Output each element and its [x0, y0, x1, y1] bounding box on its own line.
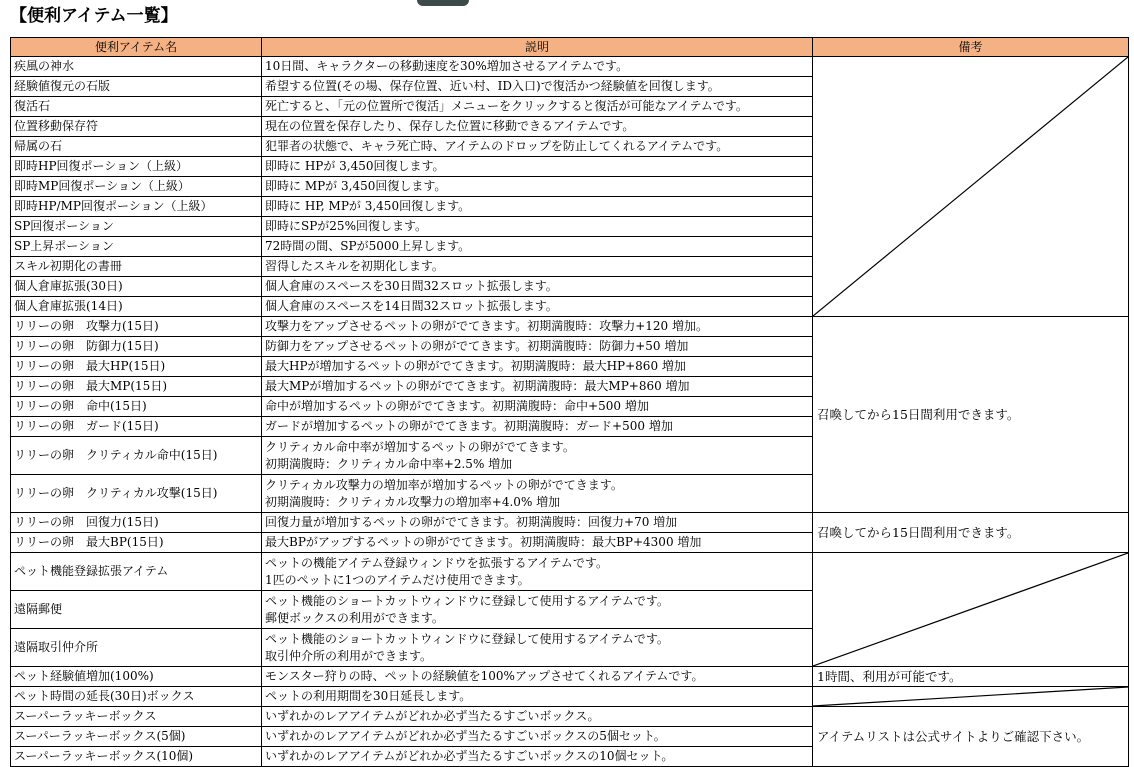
item-name: リリーの卵 最大HP(15日)	[11, 357, 262, 377]
item-name: スーパーラッキーボックス(5個)	[11, 727, 262, 747]
item-description: 72時間の間、SPが5000上昇します。	[262, 237, 813, 257]
item-description: 死亡すると、「元の位置所で復活」メニューをクリックすると復活が可能なアイテムです。	[262, 97, 813, 117]
item-description-line: 取引仲介所の利用ができます。	[265, 648, 433, 663]
item-description-line: 1匹のペットに1つのアイテムだけ使用できます。	[265, 572, 530, 587]
table-row	[11, 687, 1129, 707]
item-description: 個人倉庫のスペースを14日間32スロット拡張します。	[262, 297, 813, 317]
item-description-line: 郵便ボックスの利用ができます。	[265, 610, 444, 625]
table-row	[11, 513, 1129, 533]
note-pet-eggs-2: 召喚してから15日間利用できます。	[813, 513, 1129, 553]
item-description	[262, 629, 813, 667]
item-name: 個人倉庫拡張(30日)	[11, 277, 262, 297]
item-description: 即時に HP, MPが 3,450回復します。	[262, 197, 813, 217]
item-name: リリーの卵 クリティカル攻撃(15日)	[11, 475, 262, 513]
item-name: リリーの卵 最大BP(15日)	[11, 533, 262, 553]
table-row	[11, 57, 1129, 77]
item-description: 即時に HPが 3,450回復します。	[262, 157, 813, 177]
item-description: 攻撃力をアップさせるペットの卵がでてきます。初期満腹時：攻撃力+120 増加。	[262, 317, 813, 337]
item-description	[262, 475, 813, 513]
item-name: リリーの卵 回復力(15日)	[11, 513, 262, 533]
note-pet-exp: 1時間、利用が可能です。	[813, 667, 1129, 687]
item-name: 経験値復元の石版	[11, 77, 262, 97]
item-description	[262, 553, 813, 591]
header-item-name: 便利アイテム名	[11, 38, 262, 57]
table-row	[11, 553, 1129, 591]
item-name: 疾風の神水	[11, 57, 262, 77]
item-description	[262, 591, 813, 629]
item-name: スーパーラッキーボックス	[11, 707, 262, 727]
item-description: 回復力量が増加するペットの卵がでてきます。初期満腹時：回復力+70 増加	[262, 513, 813, 533]
note-lucky-box: アイテムリストは公式サイトよりご確認下さい。	[813, 707, 1129, 767]
item-table	[10, 37, 1129, 767]
item-description: 犯罪者の状態で、キャラ死亡時、アイテムのドロップを防止してくれるアイテムです。	[262, 137, 813, 157]
item-description: 即時に MPが 3,450回復します。	[262, 177, 813, 197]
item-name: リリーの卵 ガード(15日)	[11, 417, 262, 437]
table-row	[11, 317, 1129, 337]
item-description: いずれかのレアアイテムがどれか必ず当たるすごいボックス。	[262, 707, 813, 727]
item-description	[262, 437, 813, 475]
item-name: ペット機能登録拡張アイテム	[11, 553, 262, 591]
item-name: 遠隔取引仲介所	[11, 629, 262, 667]
item-name: 復活石	[11, 97, 262, 117]
item-description-line: ペット機能のショートカットウィンドウに登録して使用するアイテムです。	[265, 593, 669, 608]
item-description: 防御力をアップさせるペットの卵がでてきます。初期満腹時：防御力+50 増加	[262, 337, 813, 357]
item-description: ペットの利用期間を30日延長します。	[262, 687, 813, 707]
item-name: 即時HP/MP回復ポーション（上級）	[11, 197, 262, 217]
item-description-line: クリティカル攻撃力の増加率が増加するペットの卵がでてきます。	[265, 477, 623, 492]
notes-empty-diagonal	[813, 57, 1129, 317]
item-name: スキル初期化の書冊	[11, 257, 262, 277]
notes-empty-diagonal	[813, 687, 1129, 707]
item-name: ペット時間の延長(30日)ボックス	[11, 687, 262, 707]
item-name: スーパーラッキーボックス(10個)	[11, 747, 262, 767]
item-description-line: ペットの機能アイテム登録ウィンドウを拡張するアイテムです。	[265, 555, 608, 570]
item-description: 希望する位置(その場、保存位置、近い村、ID入口)で復活かつ経験値を回復します。	[262, 77, 813, 97]
item-name: 即時MP回復ポーション（上級）	[11, 177, 262, 197]
item-name: 帰属の石	[11, 137, 262, 157]
item-description: いずれかのレアアイテムがどれか必ず当たるすごいボックスの10個セット。	[262, 747, 813, 767]
item-description: 最大BPがアップするペットの卵がでてきます。初期満腹時：最大BP+4300 増加	[262, 533, 813, 553]
item-description: 習得したスキルを初期化します。	[262, 257, 813, 277]
item-description: ガードが増加するペットの卵がでてきます。初期満腹時：ガード+500 増加	[262, 417, 813, 437]
table-row	[11, 667, 1129, 687]
item-description-line: 初期満腹時：クリティカル攻撃力の増加率+4.0% 増加	[265, 494, 561, 509]
header-notes: 備考	[813, 38, 1129, 57]
item-name: リリーの卵 命中(15日)	[11, 397, 262, 417]
item-name: リリーの卵 クリティカル命中(15日)	[11, 437, 262, 475]
item-name: SP回復ポーション	[11, 217, 262, 237]
table-row	[11, 707, 1129, 727]
note-pet-eggs: 召喚してから15日間利用できます。	[813, 317, 1129, 513]
item-description: 10日間、キャラクターの移動速度を30%増加させるアイテムです。	[262, 57, 813, 77]
notes-empty-diagonal	[813, 553, 1129, 667]
item-description: いずれかのレアアイテムがどれか必ず当たるすごいボックスの5個セット。	[262, 727, 813, 747]
item-name: 即時HP回復ポーション（上級）	[11, 157, 262, 177]
item-description: 最大MPが増加するペットの卵がでてきます。初期満腹時：最大MP+860 増加	[262, 377, 813, 397]
item-description: 現在の位置を保存したり、保存した位置に移動できるアイテムです。	[262, 117, 813, 137]
page-title: 【便利アイテム一覧】	[10, 6, 178, 26]
item-name: リリーの卵 攻撃力(15日)	[11, 317, 262, 337]
item-name: SP上昇ポーション	[11, 237, 262, 257]
item-name: 位置移動保存符	[11, 117, 262, 137]
item-description-line: ペット機能のショートカットウィンドウに登録して使用するアイテムです。	[265, 631, 669, 646]
item-description-line: クリティカル命中率が増加するペットの卵がでてきます。	[265, 439, 575, 454]
item-description: 個人倉庫のスペースを30日間32スロット拡張します。	[262, 277, 813, 297]
item-name: 遠隔郵便	[11, 591, 262, 629]
item-name: リリーの卵 防御力(15日)	[11, 337, 262, 357]
item-name: リリーの卵 最大MP(15日)	[11, 377, 262, 397]
item-description: 命中が増加するペットの卵がでてきます。初期満腹時：命中+500 増加	[262, 397, 813, 417]
item-description: 最大HPが増加するペットの卵がでてきます。初期満腹時：最大HP+860 増加	[262, 357, 813, 377]
table-header-row	[11, 38, 1129, 57]
header-description: 説明	[262, 38, 813, 57]
top-decoration	[417, 0, 469, 6]
item-description-line: 初期満腹時：クリティカル命中率+2.5% 増加	[265, 456, 513, 471]
item-name: ペット経験値増加(100%)	[11, 667, 262, 687]
item-description: 即時にSPが25%回復します。	[262, 217, 813, 237]
item-name: 個人倉庫拡張(14日)	[11, 297, 262, 317]
item-description: モンスター狩りの時、ペットの経験値を100%アップさせてくれるアイテムです。	[262, 667, 813, 687]
